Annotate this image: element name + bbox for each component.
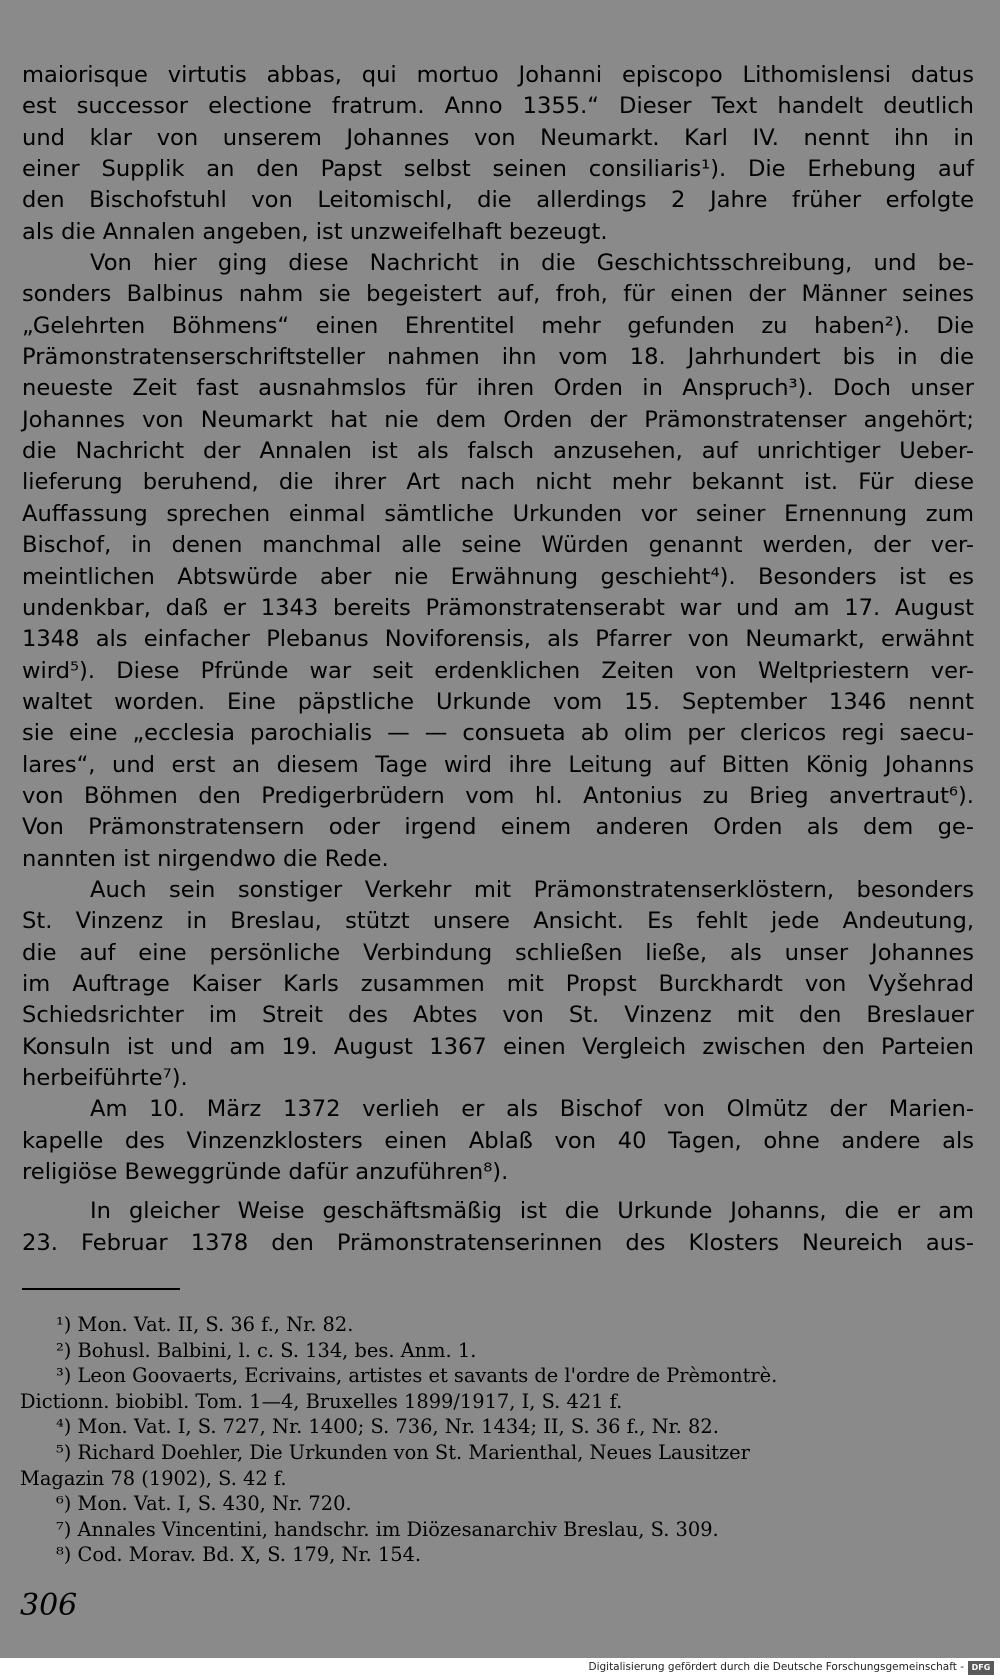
text-line: die auf eine persönliche Verbindung schließen ließe, als unser Johannes <box>22 939 974 966</box>
text-line: Schiedsrichter im Streit des Abtes von St. Vinzenz mit den Breslauer <box>22 1002 974 1029</box>
footnote-line: ⁸) Cod. Morav. Bd. X, S. 179, Nr. 154. <box>56 1543 422 1567</box>
footnote-line: ⁵) Richard Doehler, Die Urkunden von St. Marienthal, Neues Lausitzer <box>56 1440 750 1464</box>
text-line: In gleicher Weise geschäftsmäßig ist die Urkunde Johanns, die er am <box>90 1198 974 1225</box>
text-line: Johannes von Neumarkt hat nie dem Orden der Prämonstratenser angehört; <box>22 406 974 433</box>
footnote-separator <box>22 1288 180 1290</box>
text-line: religiöse Beweggründe dafür anzuführen⁸). <box>22 1159 509 1186</box>
text-line: herbeiführte⁷). <box>22 1065 188 1091</box>
page-number: 306 <box>20 1588 78 1623</box>
text-line: lares“, und erst an diesem Tage wird ihre Leitung auf Bitten König Johanns <box>22 751 974 778</box>
text-line: waltet worden. Eine päpstliche Urkunde vom 15. September 1346 nennt <box>22 688 974 715</box>
text-line: maiorisque virtutis abbas, qui mortuo Johanni episcopo Lithomislensi datus <box>22 62 974 88</box>
text-line: 1348 als einfacher Plebanus Noviforensis, als Pfarrer von Neumarkt, erwähnt <box>22 626 974 653</box>
footnote-line: ²) Bohusl. Balbini, l. c. S. 134, bes. Anm. 1. <box>56 1338 477 1362</box>
text-line: und klar von unserem Johannes von Neumarkt. Karl IV. nennt ihn in <box>22 124 974 151</box>
text-line: undenkbar, daß er 1343 bereits Prämonstratenserabt war und am 17. August <box>22 594 974 621</box>
footnotes <box>20 1312 970 1568</box>
text-line: von Böhmen den Predigerbrüdern vom hl. Antonius zu Brieg anvertraut⁶). <box>22 782 974 809</box>
text-line: 23. Februar 1378 den Prämonstratenserinnen des Klosters Neureich aus- <box>22 1229 974 1256</box>
footnote-line: ³) Leon Goovaerts, Ecrivains, artistes et savants de l'ordre de Prèmontrè. <box>56 1364 778 1388</box>
text-line: einer Supplik an den Papst selbst seinen consiliaris¹). Die Erhebung auf <box>22 156 974 183</box>
text-line: die Nachricht der Annalen ist als falsch anzusehen, auf unrichtiger Ueber- <box>22 438 974 465</box>
text-line: St. Vinzenz in Breslau, stützt unsere Ansicht. Es fehlt jede Andeutung, <box>22 908 974 935</box>
text-line: nannten ist nirgendwo die Rede. <box>22 845 389 872</box>
text-line: Auffassung sprechen einmal sämtliche Urkunden vor seiner Ernennung zum <box>22 500 974 527</box>
text-line: Prämonstratenserschriftsteller nahmen ihn vom 18. Jahrhundert bis in die <box>22 344 974 371</box>
text-line: sie eine „ecclesia parochialis — — consueta ab olim per clericos regi saecu- <box>22 720 974 747</box>
text-line: Bischof, in denen manchmal alle seine Würden genannt werden, der ver- <box>22 532 974 559</box>
credit-text: Digitalisierung gefördert durch die Deutsche Forschungsgemeinschaft - <box>588 1661 964 1673</box>
body-text <box>22 60 974 1259</box>
footnote-line: Dictionn. biobibl. Tom. 1—4, Bruxelles 1899/1917, I, S. 421 f. <box>20 1389 623 1413</box>
text-line: neueste Zeit fast ausnahmslos für ihren Orden in Anspruch³). Doch unser <box>22 375 974 402</box>
text-line: „Gelehrten Böhmens“ einen Ehrentitel mehr gefunden zu haben²). Die <box>22 312 974 339</box>
text-line: Von Prämonstratensern oder irgend einem anderen Orden als dem ge- <box>22 814 974 841</box>
footnote-line: ⁴) Mon. Vat. I, S. 727, Nr. 1400; S. 736, Nr. 1434; II, S. 36 f., Nr. 82. <box>56 1415 719 1439</box>
text-line: meintlichen Abtswürde aber nie Erwähnung geschieht⁴). Besonders ist es <box>22 563 974 590</box>
text-line: est successor electione fratrum. Anno 1355.“ Dieser Text handelt deutlich <box>22 93 974 120</box>
text-line: Auch sein sonstiger Verkehr mit Prämonstratenserklöstern, besonders <box>90 876 974 903</box>
text-line: Konsuln ist und am 19. August 1367 einen Vergleich zwischen den Parteien <box>22 1033 974 1060</box>
footnote-line: ¹) Mon. Vat. II, S. 36 f., Nr. 82. <box>56 1313 354 1336</box>
credit-bar <box>0 1658 1000 1679</box>
text-line: als die Annalen angeben, ist unzweifelhaft bezeugt. <box>22 218 608 245</box>
text-line: den Bischofstuhl von Leitomischl, die allerdings 2 Jahre früher erfolgte <box>22 187 974 214</box>
footnote-line: ⁷) Annales Vincentini, handschr. im Diözesanarchiv Breslau, S. 309. <box>56 1517 719 1541</box>
text-line: sonders Balbinus nahm sie begeistert auf, froh, für einen der Männer seines <box>22 281 974 308</box>
text-line: wird⁵). Diese Pfründe war seit erdenklichen Zeiten von Weltpriestern ver- <box>22 657 974 684</box>
text-line: Von hier ging diese Nachricht in die Geschichtsschreibung, und be- <box>90 250 974 277</box>
footnote-line: Magazin 78 (1902), S. 42 f. <box>20 1466 287 1490</box>
text-line: im Auftrage Kaiser Karls zusammen mit Propst Burckhardt von Vyšehrad <box>22 970 974 997</box>
dfg-logo-icon: DFG <box>968 1661 994 1675</box>
text-line: kapelle des Vinzenzklosters einen Ablaß von 40 Tagen, ohne andere als <box>22 1127 974 1154</box>
text-line: Am 10. März 1372 verlieh er als Bischof von Olmütz der Marien- <box>90 1096 974 1123</box>
text-line: lieferung beruhend, die ihrer Art nach nicht mehr bekannt ist. Für diese <box>22 469 974 496</box>
footnote-line: ⁶) Mon. Vat. I, S. 430, Nr. 720. <box>56 1492 352 1516</box>
